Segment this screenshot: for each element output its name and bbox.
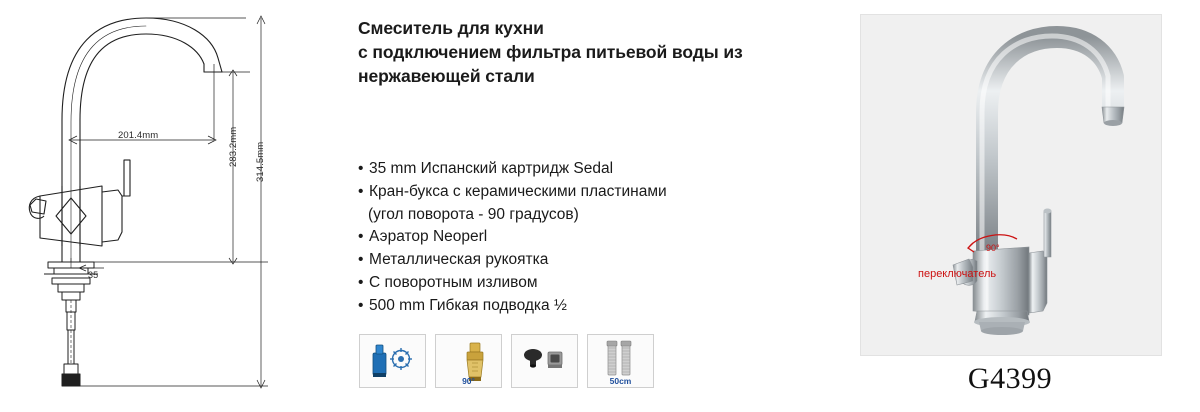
ceramic-valve-icon (435, 334, 502, 388)
feature-text: (угол поворота - 90 градусов) (368, 205, 579, 223)
feature-text: Кран-букса с керамическими пластинами (369, 182, 667, 200)
model-code: G4399 (967, 362, 1053, 395)
annotation-switch-label: переключатель (918, 268, 997, 280)
cartridge-icon (359, 334, 426, 388)
feature-text: Аэратор Neoperl (369, 228, 488, 246)
list-item: • 35 mm Испанский картридж Sedal (358, 160, 614, 177)
flexible-hose-icon (587, 334, 654, 388)
dimension-spout-height: 283.2mm (228, 126, 239, 167)
dimension-cartridge: 35 (88, 270, 99, 280)
technical-drawing (0, 0, 340, 412)
title-line-1: Смеситель для кухни (358, 18, 544, 38)
product-photo (860, 14, 1162, 356)
list-item: • С поворотным изливом (358, 273, 538, 291)
aerator-icon-graphic (512, 335, 577, 387)
list-item: • Кран-букса с керамическими пластинами (358, 182, 667, 200)
list-item: • Металлическая рукоятка (358, 251, 549, 269)
aerator-icon (511, 334, 578, 388)
feature-icon-strip (359, 334, 654, 388)
annotation-angle: 90° (986, 243, 1000, 253)
product-description (358, 0, 848, 412)
feature-text: 500 mm Гибкая подводка ½ (369, 296, 567, 314)
icon-caption: 50cm (609, 376, 632, 386)
faucet-photo-graphic (861, 15, 1161, 355)
title-line-2: с подключением фильтра питьевой воды из (358, 42, 743, 63)
dimension-reach: 201.4mm (118, 130, 159, 141)
feature-text: С поворотным изливом (369, 273, 538, 291)
feature-list (358, 158, 828, 317)
faucet-line-drawing (0, 0, 340, 412)
list-item (358, 204, 828, 227)
title-line-3: нержавеющей стали (358, 66, 535, 87)
feature-text: Металлическая рукоятка (369, 251, 549, 269)
page-title (358, 16, 838, 88)
list-item: • 500 mm Гибкая подводка ½ (358, 296, 567, 314)
feature-text: 35 mm Испанский картридж Sedal (369, 160, 614, 177)
list-item: • Аэратор Neoperl (358, 228, 488, 246)
cartridge-icon-graphic (360, 335, 425, 387)
dimension-total-height: 314.5mm (255, 141, 266, 182)
icon-caption: 90° (462, 376, 475, 386)
